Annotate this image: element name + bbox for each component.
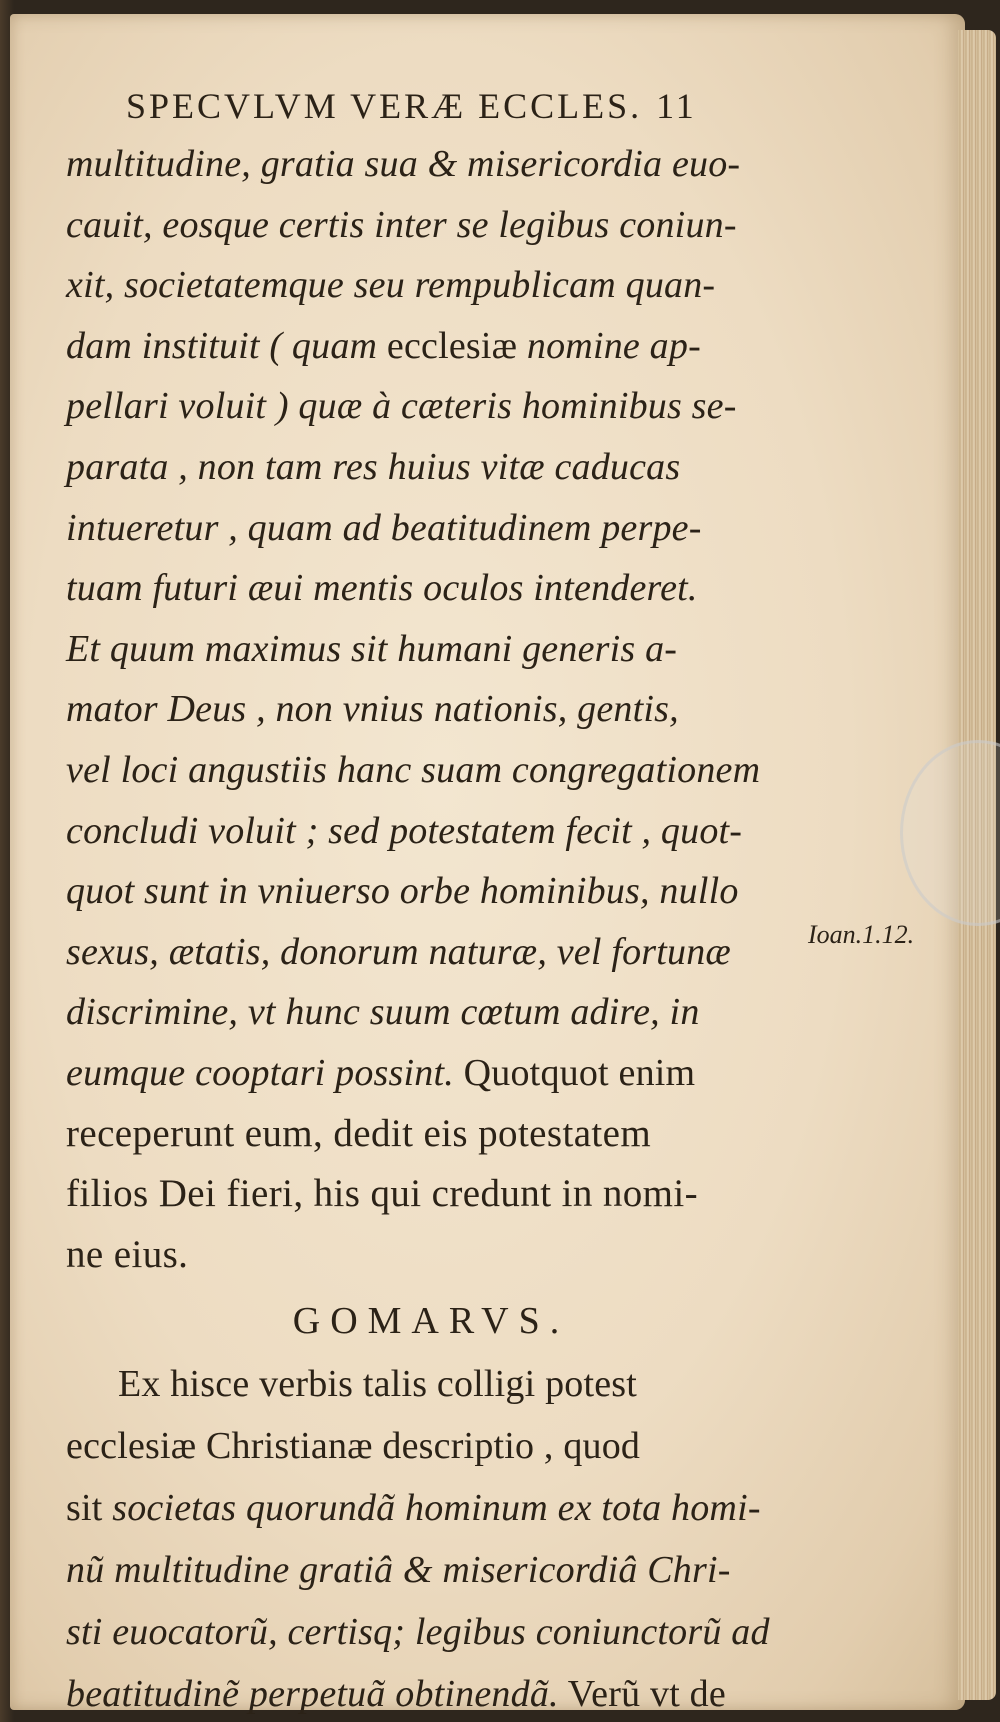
text-line (66, 1225, 796, 1286)
text-segment: parata , non tam res huius vitæ caducas (66, 445, 681, 488)
text-block-gomarus (66, 1353, 796, 1722)
text-line (66, 861, 796, 922)
text-line (66, 1164, 796, 1225)
text-line (66, 498, 796, 559)
text-segment: nũ multitudine gratiâ & misericordiâ Chri- (66, 1549, 731, 1592)
text-line (66, 1415, 796, 1477)
text-segment: intueretur , quam ad beatitudinem perpe- (66, 506, 702, 549)
page-text (66, 78, 796, 1722)
text-segment: ecclesiæ Christianæ descriptio , quod (66, 1425, 641, 1468)
text-line (66, 195, 796, 256)
text-segment: xit, societatemque seu rempublicam quan- (66, 264, 716, 307)
section-heading: GOMARVS. (292, 1300, 570, 1343)
text-line (66, 1477, 796, 1539)
text-line (66, 740, 796, 801)
text-segment: quot sunt in vniuerso orbe hominibus, nullo (66, 870, 739, 913)
text-segment: sti euocatorũ, certisq; legibus coniunctorũ ad (66, 1611, 770, 1654)
text-line (66, 801, 796, 862)
text-segment: receperunt eum, dedit eis potestatem (66, 1111, 652, 1155)
text-segment: pellari voluit ) quæ à cæteris hominibus se- (66, 385, 737, 428)
text-line (66, 316, 796, 377)
text-line (66, 982, 796, 1043)
text-segment: Quotquot enim (463, 1051, 696, 1094)
text-line (66, 619, 796, 680)
page-number: 11 (656, 86, 697, 126)
text-segment: dam instituit ( quam (66, 324, 387, 367)
text-line (66, 376, 796, 437)
text-line (66, 1353, 796, 1415)
text-line (66, 437, 796, 498)
text-line (66, 134, 796, 195)
text-line (66, 1104, 796, 1165)
text-segment: mator Deus , non vnius nationis, gentis, (66, 688, 679, 731)
text-segment: Ex hisce verbis talis colligi potest (118, 1363, 638, 1406)
text-segment: sit (66, 1487, 113, 1530)
text-line (66, 255, 796, 316)
marginal-note: Ioan.1.12. (808, 920, 915, 949)
text-segment: concludi voluit ; sed potestatem fecit , quot- (66, 809, 743, 852)
text-line (66, 1663, 796, 1722)
text-block-citation (66, 134, 796, 1285)
text-segment: societas quorundã hominum ex tota homi- (112, 1487, 761, 1530)
text-line (66, 1043, 796, 1104)
text-line (66, 679, 796, 740)
text-segment: vel loci angustiis hanc suam congregationem (66, 748, 761, 791)
text-segment: ecclesiæ (386, 324, 518, 367)
text-segment: multitudine, gratia sua & misericordia euo- (66, 143, 741, 185)
running-head-title: SPECVLVM VERÆ ECCLES. (126, 86, 643, 126)
text-segment: sexus, ætatis, donorum naturæ, vel fortunæ (66, 930, 731, 973)
text-line (66, 1539, 796, 1601)
text-segment: Et quum maximus sit humani generis a- (66, 627, 678, 670)
text-line (66, 922, 796, 983)
text-segment: Verũ vt de (558, 1673, 726, 1716)
text-segment: discrimine, vt hunc suum cœtum adire, in (66, 991, 700, 1034)
text-segment: filios Dei fieri, his qui credunt in nomi- (66, 1172, 699, 1216)
text-line (66, 558, 796, 619)
running-head (126, 78, 796, 134)
text-segment: tuam futuri æui mentis oculos intenderet. (66, 567, 698, 610)
text-segment: nomine ap- (517, 324, 701, 367)
text-line (66, 1601, 796, 1663)
text-segment: cauit, eosque certis inter se legibus coniun- (66, 203, 737, 246)
text-segment: beatitudinẽ perpetuã obtinendã. (66, 1673, 559, 1716)
text-segment: eumque cooptari possint. (66, 1051, 464, 1094)
text-segment: ne eius. (66, 1232, 189, 1276)
